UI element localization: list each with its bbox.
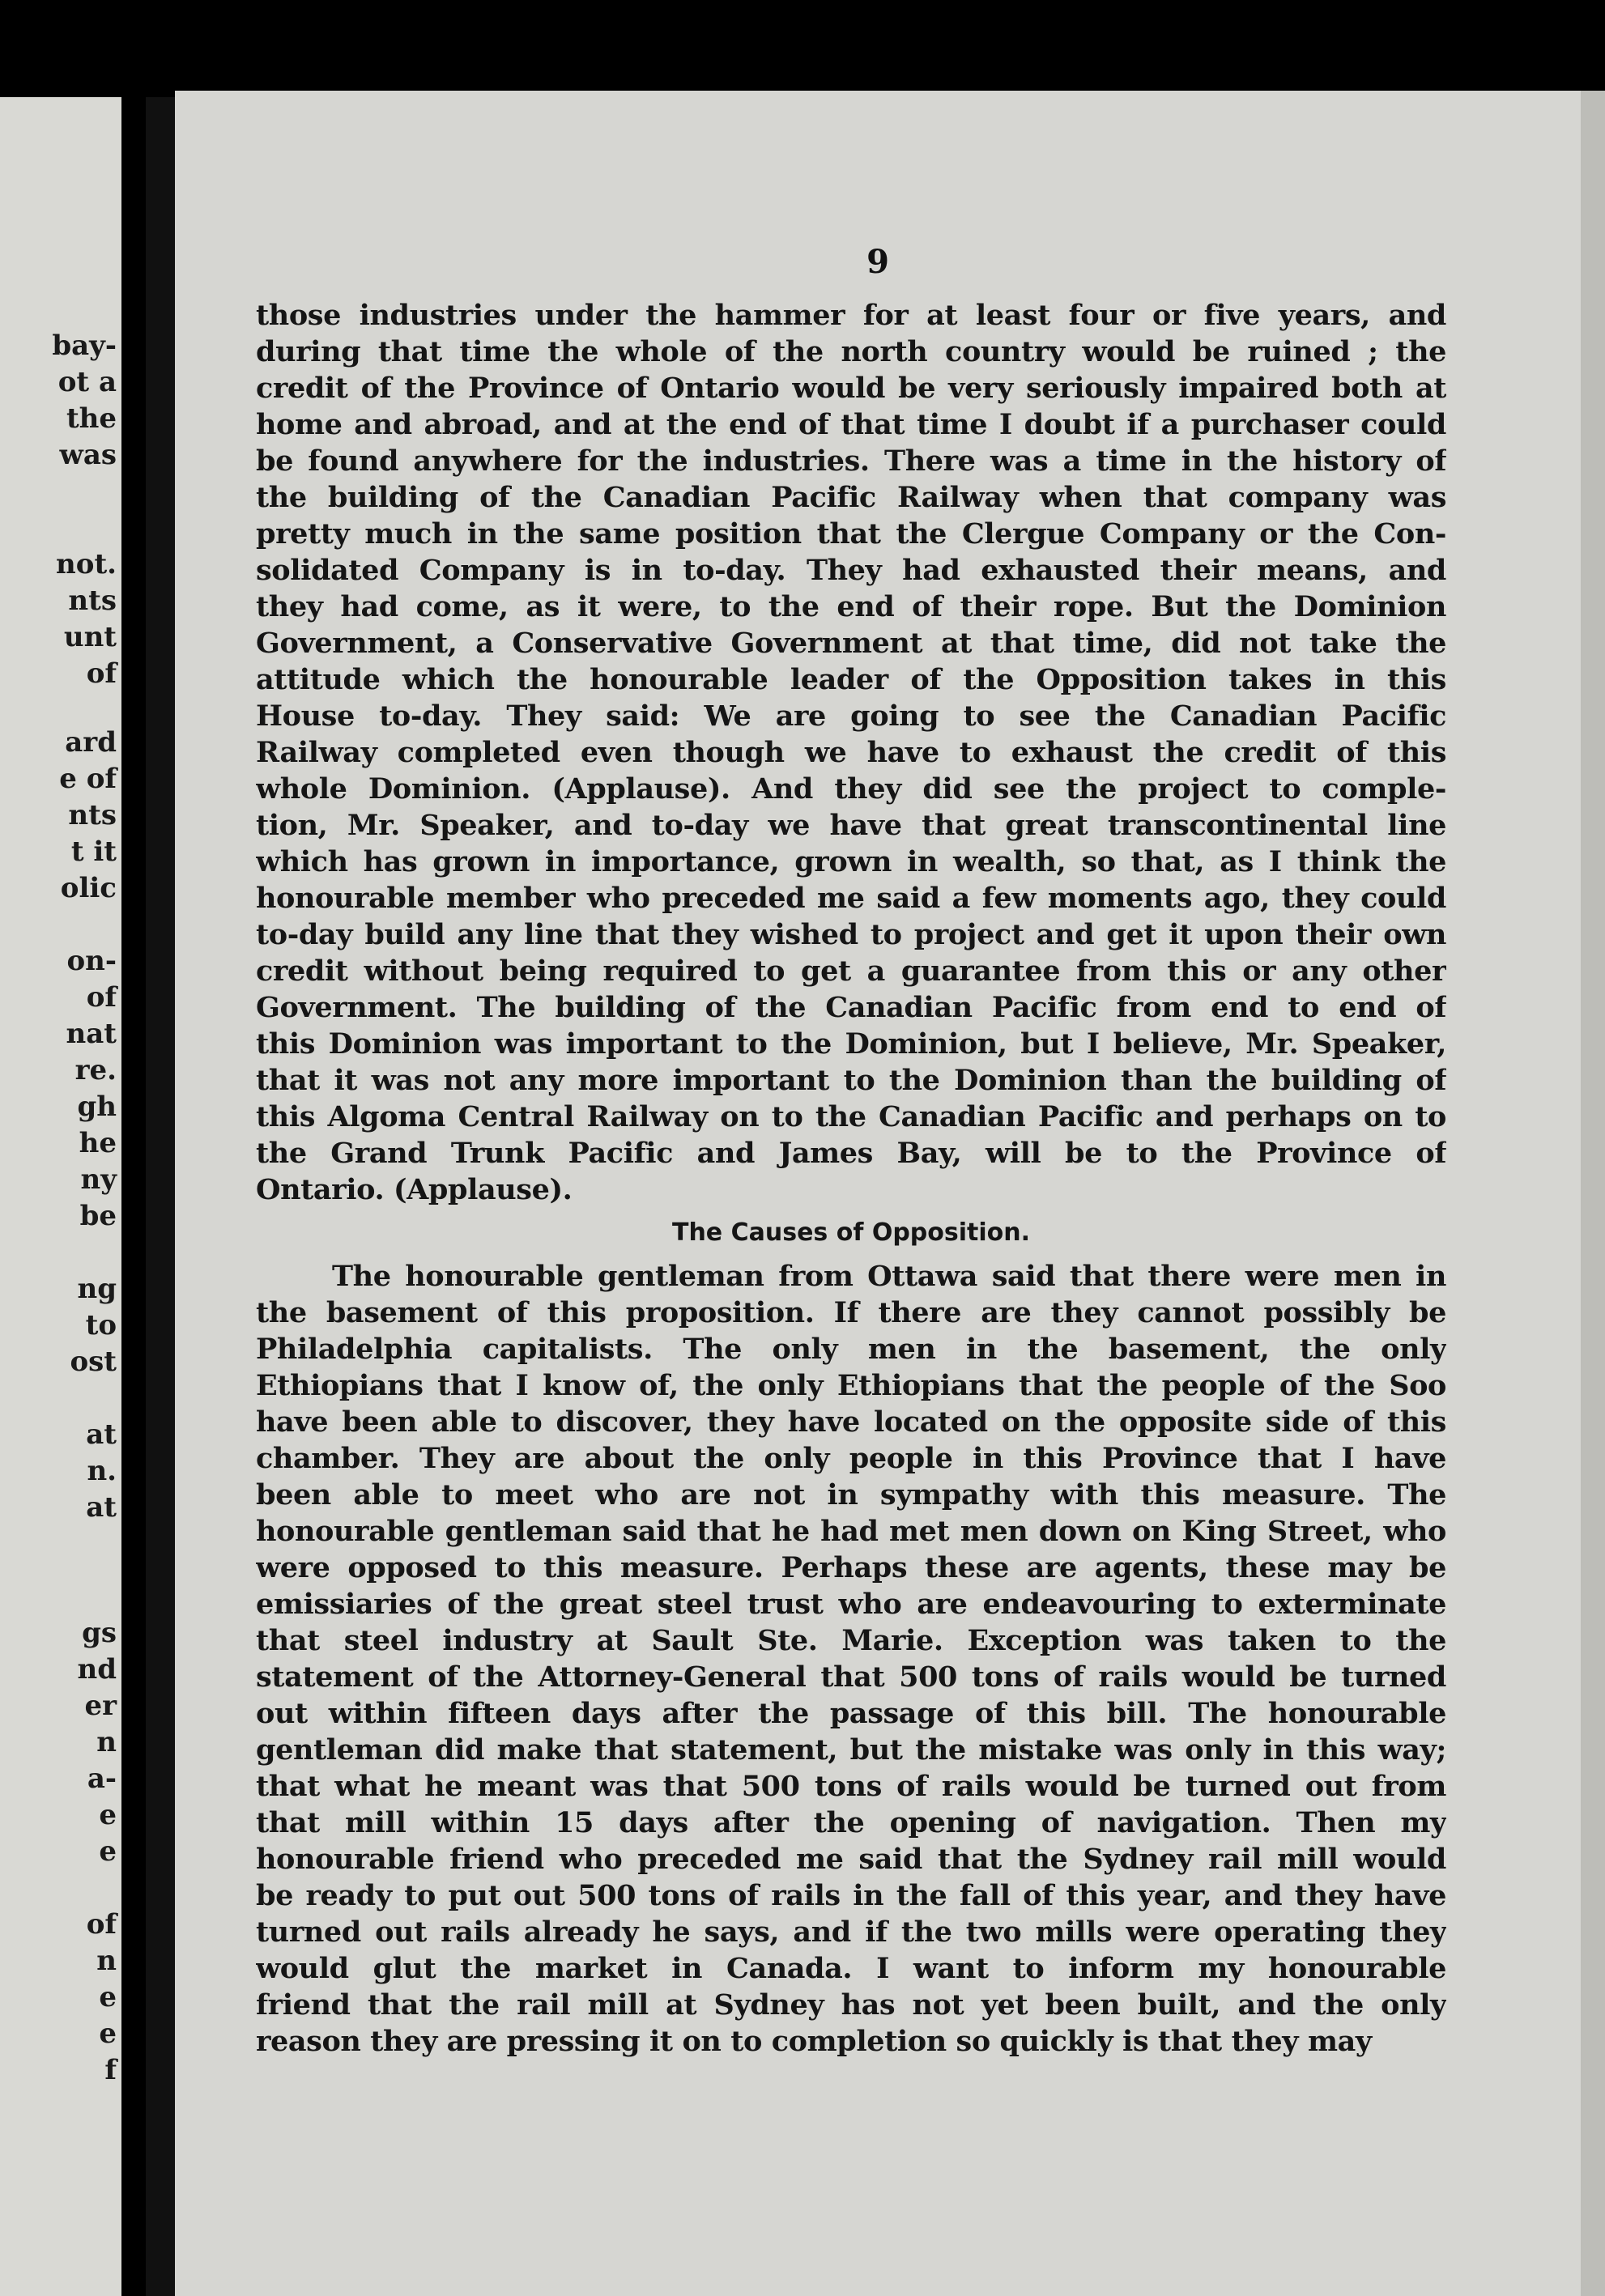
left-fragment: ny <box>80 1163 117 1196</box>
text-line: whole Dominion. (Applause). And they did see the project to comple- <box>256 772 1446 806</box>
text-line: Ontario. (Applause). <box>256 1173 573 1206</box>
left-page-edge <box>0 97 121 2296</box>
text-line: during that time the whole of the north country would be ruined ; the <box>256 335 1446 368</box>
left-fragment: on- <box>66 945 117 977</box>
text-line: be ready to put out 500 tons of rails in the fall of this year, and they have <box>256 1879 1446 1912</box>
text-line: gentleman did make that statement, but the mistake was only in this way; <box>256 1733 1446 1767</box>
left-fragment: of <box>86 1908 117 1941</box>
left-fragment: e <box>99 1799 117 1831</box>
left-fragment: the <box>66 402 117 435</box>
text-line: this Dominion was important to the Dominion, but I believe, Mr. Speaker, <box>256 1027 1446 1061</box>
left-fragment: nts <box>68 585 117 617</box>
text-line: honourable friend who preceded me said that the Sydney rail mill would <box>256 1843 1446 1876</box>
text-line: which has grown in importance, grown in wealth, so that, as I think the <box>256 845 1446 878</box>
text-line: The honourable gentleman from Ottawa said that there were men in <box>332 1260 1446 1293</box>
text-line: that what he meant was that 500 tons of rails would be turned out from <box>256 1770 1446 1803</box>
text-line: out within fifteen days after the passage of this bill. The honourable <box>256 1697 1446 1730</box>
left-fragment: e <box>99 1981 117 2013</box>
text-line: reason they are pressing it on to completion so quickly is that they may <box>256 2025 1372 2058</box>
text-line: that it was not any more important to the Dominion than the building of <box>256 1064 1446 1097</box>
text-line: House to-day. They said: We are going to see the Canadian Pacific <box>256 699 1446 733</box>
text-line: the Grand Trunk Pacific and James Bay, will be to the Province of <box>256 1137 1446 1170</box>
text-line: this Algoma Central Railway on to the Canadian Pacific and perhaps on to <box>256 1100 1446 1133</box>
text-line: to-day build any line that they wished to project and get it upon their own <box>256 918 1446 951</box>
text-line: the basement of this proposition. If there are they cannot possibly be <box>256 1296 1446 1329</box>
paragraph-1 <box>256 297 1446 1208</box>
text-line: Philadelphia capitalists. The only men in the basement, the only <box>256 1333 1446 1366</box>
text-line: they had come, as it were, to the end of their rope. But the Dominion <box>256 590 1446 623</box>
left-fragment: n. <box>87 1455 117 1487</box>
left-fragment: to <box>85 1309 117 1341</box>
text-line: friend that the rail mill at Sydney has not yet been built, and the only <box>256 1988 1446 2022</box>
left-fragment: e <box>99 2018 117 2050</box>
left-fragment: he <box>79 1127 117 1159</box>
text-line: Government, a Conservative Government at that time, did not take the <box>256 627 1446 660</box>
left-fragment: was <box>59 439 117 471</box>
text-line: those industries under the hammer for at least four or five years, and <box>256 299 1446 332</box>
left-fragment: ng <box>77 1273 117 1305</box>
text-line: tion, Mr. Speaker, and to-day we have that great transcontinental line <box>256 809 1446 842</box>
text-line: home and abroad, and at the end of that time I doubt if a purchaser could <box>256 408 1446 441</box>
text-line: credit of the Province of Ontario would be very seriously impaired both at <box>256 372 1446 405</box>
left-fragment: gh <box>77 1091 117 1123</box>
left-fragment: n <box>96 1726 117 1758</box>
text-line: pretty much in the same position that the Clergue Company or the Con- <box>256 517 1446 551</box>
left-fragment: f <box>104 2054 117 2086</box>
text-line: Government. The building of the Canadian Pacific from end to end of <box>256 991 1446 1024</box>
document-page <box>175 91 1581 2296</box>
left-fragment: a- <box>87 1762 117 1795</box>
text-line: be found anywhere for the industries. There was a time in the history of <box>256 444 1446 478</box>
paragraph-2 <box>256 1258 1446 2060</box>
text-line: the building of the Canadian Pacific Railway when that company was <box>256 481 1446 514</box>
text-line: been able to meet who are not in sympathy with this measure. The <box>256 1478 1446 1512</box>
text-line: honourable member who preceded me said a few moments ago, they could <box>256 882 1446 915</box>
body-text <box>256 297 1446 2060</box>
left-fragment: nts <box>68 799 117 831</box>
page-number: 9 <box>866 243 889 281</box>
left-fragment: nd <box>77 1653 117 1686</box>
text-line: have been able to discover, they have located on the opposite side of this <box>256 1405 1446 1439</box>
left-fragment: ot a <box>57 366 117 398</box>
left-fragment: unt <box>63 621 117 653</box>
text-line: Ethiopians that I know of, the only Ethiopians that the people of the Soo <box>256 1369 1446 1402</box>
text-line: would glut the market in Canada. I want to inform my honourable <box>256 1952 1446 1985</box>
left-fragment: bay- <box>52 330 117 362</box>
left-fragment: not. <box>56 548 117 580</box>
left-fragment: gs <box>82 1617 117 1649</box>
text-line: statement of the Attorney-General that 500 tons of rails would be turned <box>256 1660 1446 1694</box>
left-fragment: ard <box>65 726 117 759</box>
text-line: that steel industry at Sault Ste. Marie. Exception was taken to the <box>256 1624 1446 1657</box>
text-line: Railway completed even though we have to exhaust the credit of this <box>256 736 1446 769</box>
left-fragment: olic <box>60 872 117 904</box>
left-fragment: ost <box>70 1346 117 1378</box>
text-line: that mill within 15 days after the opening of navigation. Then my <box>256 1806 1446 1839</box>
text-line: solidated Company is in to-day. They had exhausted their means, and <box>256 554 1446 587</box>
left-fragment: at <box>86 1418 117 1451</box>
text-line: honourable gentleman said that he had met men down on King Street, who <box>256 1515 1446 1548</box>
left-fragment: e of <box>59 763 117 795</box>
text-line: turned out rails already he says, and if the two mills were operating they <box>256 1915 1446 1949</box>
text-line: were opposed to this measure. Perhaps these are agents, these may be <box>256 1551 1446 1584</box>
text-line: attitude which the honourable leader of the Opposition takes in this <box>256 663 1446 696</box>
left-fragment: of <box>86 657 117 690</box>
text-line: chamber. They are about the only people in this Province that I have <box>256 1442 1446 1475</box>
left-fragment: er <box>84 1690 117 1722</box>
book-gutter <box>146 97 175 2296</box>
left-fragment: n <box>96 1945 117 1977</box>
left-fragment: e <box>99 1835 117 1868</box>
section-heading: The Causes of Opposition. <box>671 1218 1031 1247</box>
left-fragment: of <box>86 981 117 1014</box>
left-fragment: be <box>79 1200 117 1232</box>
left-fragment: t it <box>70 835 117 868</box>
text-line: emissiaries of the great steel trust who are endeavouring to exterminate <box>256 1588 1446 1621</box>
page-edge-shadow <box>1581 91 1605 2296</box>
left-fragment: nat <box>66 1018 117 1050</box>
left-fragment: re. <box>75 1054 117 1086</box>
text-line: credit without being required to get a guarantee from this or any other <box>256 955 1446 988</box>
left-fragment: at <box>86 1491 117 1524</box>
